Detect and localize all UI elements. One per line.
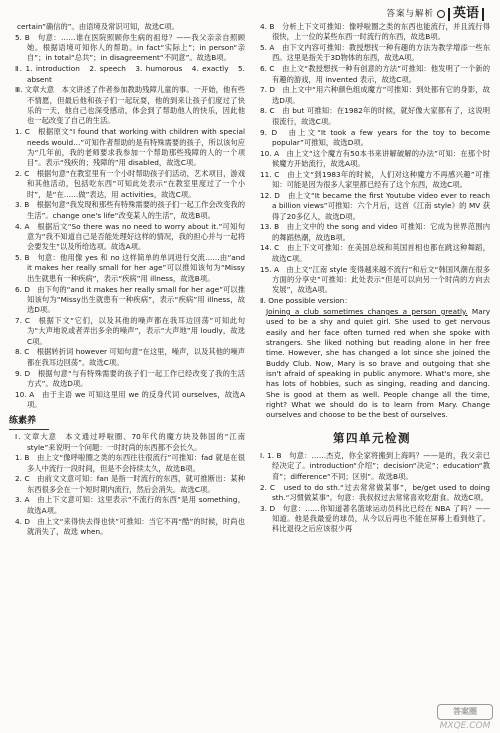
page-header xyxy=(386,6,484,22)
answer-item: 2. C 由前文文意可知：fan 是指一时流行的东西，就可推断出：某种东西很多会在一个短时期内流行，然后会消失。故选C项。 xyxy=(15,474,245,494)
answer-item: 15. A 由上文“江南 style 变得越来越不流行”和后文“韩国风潮在很多方面的分享史”可推知：此处表示“但是可以向另一个时尚的方向去发展”，故选A项。 xyxy=(260,264,490,295)
answer-item: 2. C used to do sth.“过去常常做某事”，be/get used to doing sth.“习惯做某事”。句意：我叔叔过去常常喜欢吃甜食。故选C项。 xyxy=(260,482,490,502)
answer-item: 4. B 分析上下文可推知：像呼啦圈之类的东西也能流行，并且流行得很快，上一位的某些东西一时流行的东西，故选B项。 xyxy=(260,22,490,42)
answer-item: 4. A 根据后文“So there was no need to worry about it.”可知句意为“我不知道自己是否能处理好这样的情况，我的担心并与一起将会要发生”以及所给选项。故选A项。 xyxy=(15,221,245,252)
unit-title: 第四单元检测 xyxy=(333,430,411,445)
exercise-heading: 练素养 xyxy=(9,415,49,430)
answer-item: 7. D 由上文中“用六种颜色组成魔方”可推知：到处都有它的身影，故选D项。 xyxy=(260,85,490,105)
answer-item: 6. D 由下句的“and it makes her really small for her age”可以推知该句为“Missy出生就患有一种疾病”，表示“疾病”用 illness，故选D项。 xyxy=(15,284,245,315)
answer-item: Ⅱ. One possible version： xyxy=(260,296,352,306)
header-title: 英语 xyxy=(452,5,479,21)
sample-essay xyxy=(254,307,490,421)
answer-item: Ⅰ. 1. B 句意：……杰克，你全家将搬到上海吗？——是的，我父亲已经决定了。introduction“介绍”；decision“决定”；education“教育”；difference“不同；区别”。故选B项。 xyxy=(260,451,490,481)
watermark-url: MXQE.COM xyxy=(439,720,491,731)
answer-item: 5. A 由下文内容可推知：教授想找一种有趣的方法为教学增添一些东西。这里是指关于3D物体的东西，故选A项。 xyxy=(260,43,490,63)
answer-item: 11. C 由上文“到1983年的时候，人们对这种魔方不再感兴趣”可推知：可能是因为很多人家里都已经有了这个东西，故选C项。 xyxy=(260,169,490,190)
answer-item: certain”确信的”。由语境及常识可知，故选C项。 xyxy=(17,22,179,31)
answer-item: Ⅰ. 文章大意 本文通过呼啦圈、70年代的魔方块及韩国的“江南 style”来说明一个问题：一时时尚的东西都不会长久。 xyxy=(15,432,245,452)
answer-item: 12. D 由上文“It became the first Youtube video ever to reach a billion views”可推知：六个月后，这首《江南 style》的 MV 获得了20多亿人，故选D项。 xyxy=(260,190,490,221)
essay-topic-sentence: Joining a club sometimes changes a person greatly. xyxy=(266,306,468,316)
answer-item: 8. C 根据转折词 however 可知句意“在这里，噪声，以及其他的噪声都在我耳边回荡”。故选C项。 xyxy=(15,347,245,367)
answer-item: 7. C 根据下文“它们，以及其他的噪声都在我耳边回荡”可知此句为“大声地说或者弄出多余的噪声”，表示“大声地”用 loudly，故选C项。 xyxy=(15,315,245,346)
answer-item: 4. D 由上文“来得快去得也快”可推知：当它不再“酷”的时候，时尚也就消失了，故选 when。 xyxy=(15,516,245,536)
essay-body: Mary used to be a shy and quiet girl. She used to get nervous easily and her face often turned red when she spoke with strangers. She liked nothing but reading alone in her free time. However, she has changed a lot since she joined the Buddy Club. Now, Mary is so brave and outgoing that she isn't afraid of speaking in public anymore. What's more, she has lots of hobbies, such as singing, reading and dancing. She is good at them as well. People change all the time, right? What we should do is to learn from Mary. Change ourselves and choose to be the best of ourselves. xyxy=(266,306,490,420)
watermark-box: 答案圈 xyxy=(437,704,493,720)
answer-item: 10. A 由上文“这个魔方有50本书来讲解破解的办法”可知：在那个时候魔方开始流行，故选A项。 xyxy=(260,148,490,169)
answer-item: 9. D 由上文“It took a few years for the toy to become popular”可推知，故选D项。 xyxy=(260,127,490,147)
answer-item: 5. B 句意：……谁在医院照顾你生病的祖母？——我父亲亲自照顾她。根据语境可知你人的帮助。in fact“实际上”；in person“亲自”；in total“总共”；in disagreement“不同意”。故选B项。 xyxy=(15,32,245,63)
answer-item: 1. C 根据原文“I found that working with children with special needs would…”可知作者帮助的是有特殊需要的孩子，所以该句应为“几年前，我的老师要求我参加一个帮助那些残障的人的一个项目”。表示“残疾的；残障的”用 disabled，故选C项。 xyxy=(15,127,245,168)
answer-item: 13. B 由上文中的 the song and video 可推知：它成为世界范围内的舞蹈热潮，故选B项。 xyxy=(260,222,490,242)
answer-item: 6. C 由上文“教授想找一种有创意的方法”可推知：他发明了一个新的有趣的游戏，用 invented 表示，故选C项。 xyxy=(260,64,490,84)
answer-item: Ⅲ. 文章大意 本文讲述了作者参加教助残障儿童的事。一开始，他有些不情愿，但最后他和孩子们一起玩耍，他的到来让孩子们度过了快乐的一天，他自己也深受感动，体会到了帮助他人的快乐，因此他也一起改变了自己的生活。 xyxy=(15,85,245,126)
answer-item: 3. B 根据句意“我发现和那些有特殊需要的孩子们一起工作会改变我的生活”。change one's life“改变某人的生活”，故选B项。 xyxy=(15,200,245,220)
answer-item: 9. D 根据句意“与有特殊需要的孩子们一起工作已经改变了我的生活方式”。故选D项。 xyxy=(15,368,245,388)
answer-item: 3. A 由上下文意可知：这里表示“不流行的东西”是用 something，故选A项。 xyxy=(15,495,245,515)
circle-icon xyxy=(437,10,445,18)
divider-bar xyxy=(482,8,484,21)
divider-bar xyxy=(448,8,450,21)
answer-item: 10. A 由于主语 we 可知这里用 we 的反身代词 ourselves，故选A项。 xyxy=(15,389,245,410)
answer-item: Ⅱ. 1. introduction 2. speech 3. humorous 4. exactly 5. absent xyxy=(15,64,245,84)
answer-item: 14. C 由上下文可推知：在美国总统和英国首相也都在跳这种舞蹈，故选C项。 xyxy=(260,243,490,263)
answer-item: 2. C 根据句意“在教室里有一个小时帮助孩子们活动，艺术项目，游戏和其他活动，包括吃东西”可知此处表示“在教室里度过了一个小时”，是“在……做”表达，用 activities，故选C项。 xyxy=(15,168,245,199)
answer-item: 1. B 由上文“像呼啦圈之类的东西往往很流行”可推知：fad 就是在很多人中流行一段时间，但是不会持续太久，故选B项。 xyxy=(15,453,245,473)
left-column xyxy=(9,22,245,722)
header-label: 答案与解析 xyxy=(386,8,434,19)
answer-item: 5. B 句意：他用像 yes 和 no 这样简单的单词进行交流……由“and it makes her really small for her age”可以推知该句为“Missy出生就患有一种疾病”，表示“疾病”用 illness，故选B项。 xyxy=(15,253,245,283)
right-column xyxy=(254,22,490,722)
answer-item: 8. C 由 but 可推知：在1982年的时候，就好像大家都有了，这说明很流行，故选C项。 xyxy=(260,106,490,126)
answer-item: 3. D 句意：……你知道著名篮球运动员科比已经在 NBA 了吗？——知道。他是我最爱的球员，从今以后再也不能在屏幕上看到他了。科比退役之后应该很少再 xyxy=(260,503,490,534)
watermark-logo xyxy=(434,703,496,733)
